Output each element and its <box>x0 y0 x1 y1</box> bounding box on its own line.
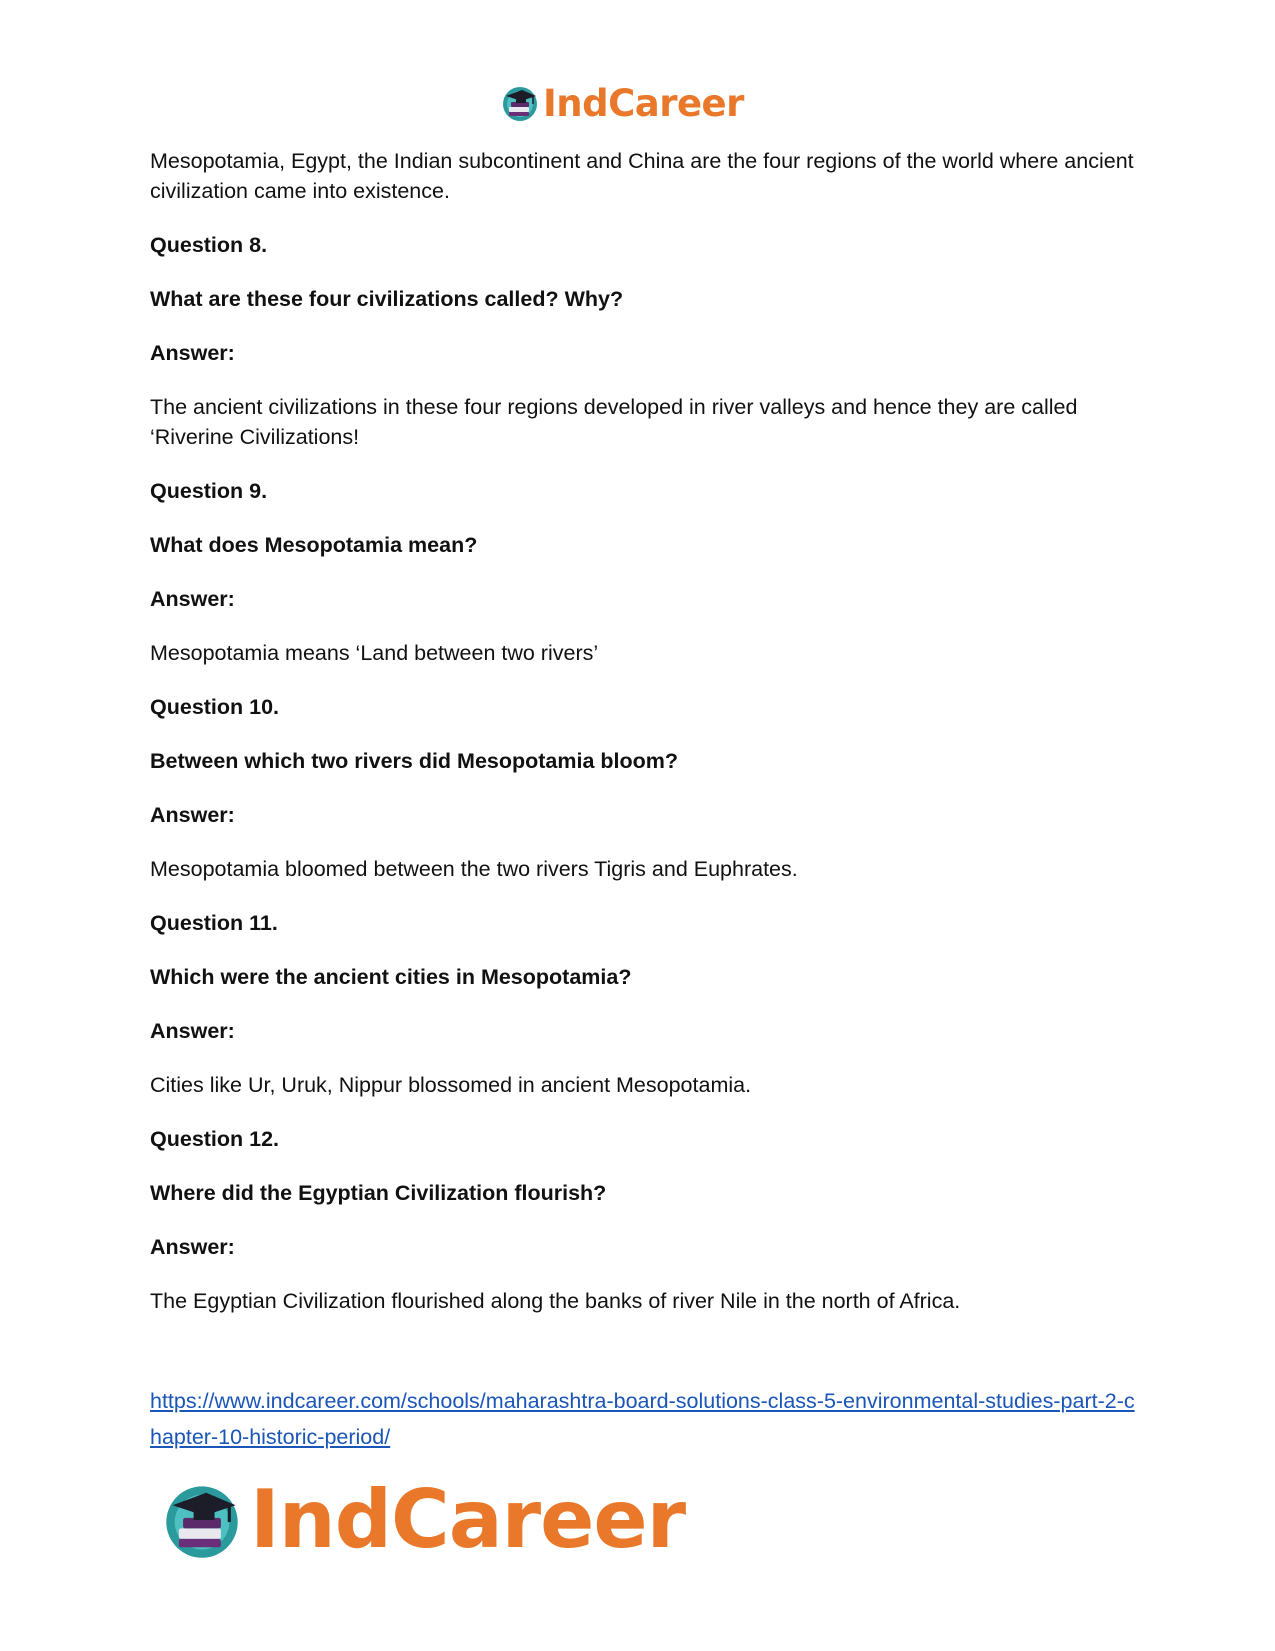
answer-text: Cities like Ur, Uruk, Nippur blossomed in ancient Mesopotamia. <box>150 1073 752 1097</box>
header-logo-text: IndCareer <box>543 81 744 125</box>
question-number: Question 8. <box>150 233 268 257</box>
footer-logo-text: IndCareer <box>250 1473 686 1566</box>
answer-label: Answer: <box>150 1235 235 1259</box>
answer-label: Answer: <box>150 803 235 827</box>
question-text: Where did the Egyptian Civilization flourish? <box>150 1181 607 1205</box>
answer-text: The Egyptian Civilization flourished along the banks of river Nile in the north of Africa. <box>150 1289 961 1313</box>
question-text: Which were the ancient cities in Mesopotamia? <box>150 965 632 989</box>
question-number: Question 11. <box>150 911 278 935</box>
source-link[interactable]: https://www.indcareer.com/schools/maharashtra-board-solutions-class-5-environmental-studies-part-2-chapter-10-historic-period/ <box>150 1389 1135 1449</box>
question-text: What does Mesopotamia mean? <box>150 533 478 557</box>
answer-label: Answer: <box>150 587 235 611</box>
question-text: Between which two rivers did Mesopotamia bloom? <box>150 749 679 773</box>
answer-label: Answer: <box>150 341 235 365</box>
intro-paragraph: Mesopotamia, Egypt, the Indian subcontinent and China are the four regions of the world where ancient civilization came into existence. <box>150 149 1134 203</box>
answer-text: The ancient civilizations in these four regions developed in river valleys and hence they are called ‘Riverine Civilizations! <box>150 395 1078 449</box>
answer-label: Answer: <box>150 1019 235 1043</box>
question-text: What are these four civilizations called? Why? <box>150 287 624 311</box>
question-number: Question 9. <box>150 479 268 503</box>
question-number: Question 10. <box>150 695 280 719</box>
document-body <box>150 146 1135 1316</box>
footer-logo <box>160 1470 685 1570</box>
graduation-cap-books-globe-icon <box>500 83 540 123</box>
answer-text: Mesopotamia means ‘Land between two rivers’ <box>150 641 599 665</box>
graduation-cap-books-globe-icon <box>160 1478 244 1562</box>
header-logo <box>500 80 744 126</box>
question-number: Question 12. <box>150 1127 280 1151</box>
answer-text: Mesopotamia bloomed between the two rivers Tigris and Euphrates. <box>150 857 798 881</box>
